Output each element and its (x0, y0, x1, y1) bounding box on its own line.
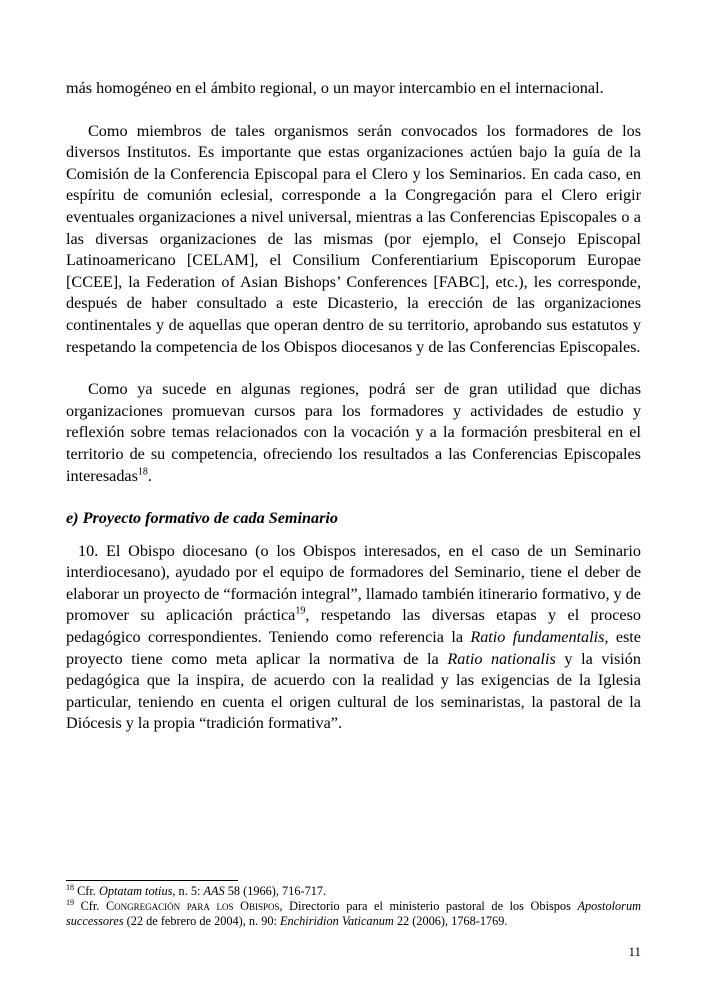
paragraph-proyecto-a: 10. El Obispo diocesano (o los Obispos interesados, en el caso de un Seminario interdiocesano), ayudado por el equipo de formadores del Seminario, tiene el deber de elaborar un proyecto de “formación integral”, llamado también itinerario formativo, y de promover su aplicación práctica (66, 541, 641, 625)
ratio-nationalis: Ratio nationalis (447, 649, 556, 668)
ratio-fundamentalis: Ratio fundamentalis (470, 628, 605, 647)
footnote-text: (22 de febrero de 2004), n. 90: (123, 914, 281, 928)
footnote-italic: Optatam totius, (98, 884, 176, 898)
paragraph-continuation: más homogéneo en el ámbito regional, o un mayor intercambio en el internacional. (66, 79, 604, 97)
footnote-text: Cfr. (74, 884, 99, 898)
footnotes (66, 880, 641, 929)
paragraph-organismos: Como miembros de tales organismos serán convocados los formadores de los diversos Institutos. Es importante que estas organizaciones actúen bajo la guía de la Comisión de la Conferencia Episcopal para el Clero y los Seminarios. En cada caso, en espíritu de comunión eclesial, corresponde a la Congregación para el Clero erigir eventuales organizaciones a nivel universal, mientras a las Conferencias Episcopales o a las diversas organizaciones de las mismas (por ejemplo, el Consejo Episcopal Latinoamericano [CELAM], el Consilium Conferentiarium Episcoporum Europae [CCEE], la Federation of Asian Bishops’ Conferences [FABC], etc.), les corresponde, después de haber consultado a este Dicasterio, la erección de las organizaciones continentales y de aquellas que operan dentro de su territorio, aprobando sus estatutos y respetando la competencia de los Obispos diocesanos y de las Conferencias Episcopales. (66, 121, 641, 356)
footnote-ref-18[interactable]: 18 (137, 466, 148, 478)
footnote-italic: Apostolorum successores (66, 899, 641, 928)
footnote-smallcaps: Congregación para los Obispos (105, 899, 280, 913)
paragraph-proyecto-c: , este proyecto tiene como meta aplicar la normativa de la (66, 628, 641, 668)
footnote-19 (66, 899, 641, 929)
footnote-number: 19 (66, 897, 74, 907)
footnote-text: 22 (2006), 1768-1769. (393, 914, 508, 928)
section-heading: e) Proyecto formativo de cada Seminario (66, 509, 338, 528)
footnote-text: Cfr. (74, 899, 106, 913)
paragraph-cursos (66, 379, 641, 487)
paragraph-cursos-text: Como ya sucede en algunas regiones, podrá ser de gran utilidad que dichas organizaciones promuevan cursos para los formadores y actividades de estudio y reflexión sobre temas relacionados con la vocación y a la formación presbiteral en el territorio de su competencia, ofreciendo los resultados a las Conferencias Episcopales interesadas (66, 380, 641, 485)
footnote-text: 58 (1966), 716-717. (224, 884, 327, 898)
footnote-18 (66, 884, 641, 899)
footnote-number: 18 (66, 882, 74, 892)
footnote-text: , Directorio para el ministerio pastoral de los Obispos (279, 899, 578, 913)
footnote-italic: Enchiridion Vaticanum (280, 914, 394, 928)
footnote-divider (66, 880, 238, 881)
document-body (66, 78, 641, 735)
footnote-ref-19[interactable]: 19 (295, 606, 306, 618)
paragraph-cursos-end: . (147, 466, 152, 485)
footnote-text: n. 5: (175, 884, 204, 898)
paragraph-proyecto-b: , respetando las diversas etapas y el proceso pedagógico correspondientes. Teniendo como referencia la (66, 606, 641, 647)
footnote-italic: AAS (203, 884, 225, 898)
paragraph-proyecto (66, 541, 641, 735)
paragraph-proyecto-d: y la visión pedagógica que la inspira, de acuerdo con la realidad y las exigencias de la Iglesia particular, teniendo en cuenta el origen cultural de los seminaristas, la pastoral de la Diócesis y la propia “tradición formativa”. (66, 649, 641, 733)
page-number: 11 (628, 944, 641, 959)
